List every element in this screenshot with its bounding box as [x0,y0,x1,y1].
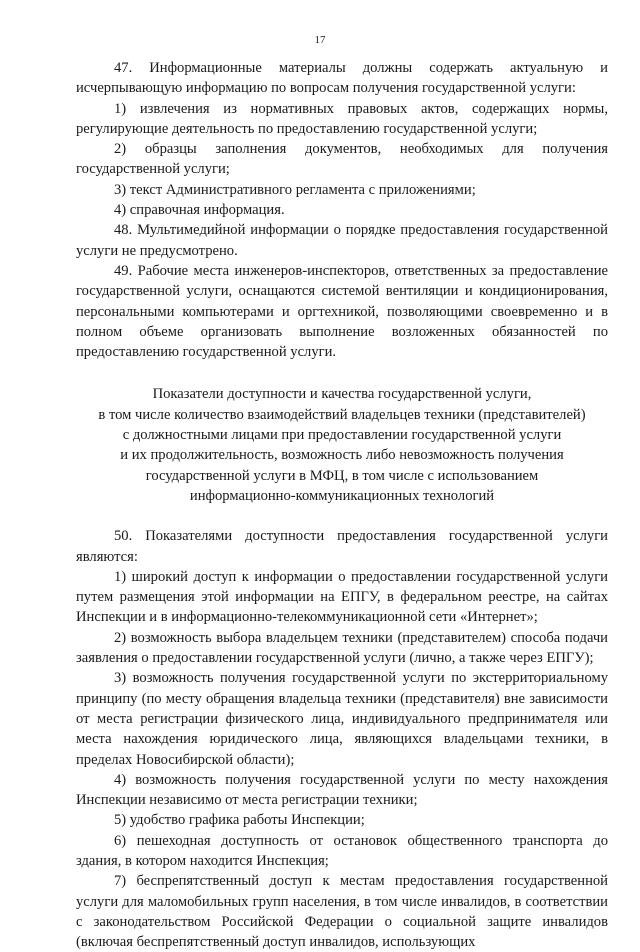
paragraph-50-item-4: 4) возможность получения государственной услуги по месту нахождения Инспекции независимо от места регистрации техники; [76,771,608,809]
heading-line: с должностными лицами при предоставлении государственной услуги [122,427,562,444]
paragraph-49: 49. Рабочие места инженеров-инспекторов, ответственных за предоставление государственной услуги, оснащаются системой вентиляции и кондиционирования, персональными компьютерами и оргтехникой, позволяющими своевременно и в полном объеме организовать выполнение возложенных обязанностей по предоставлению государственной услуги. [76,262,608,361]
section-heading [76,384,608,506]
paragraph-50-item-3: 3) возможность получения государственной услуги по экстерриториальному принципу (по месту обращения владельца техники (представителя) вне зависимости от места регистрации физического лица, индивидуального предпринимателя или места нахождения юридического лица, являющихся владельцами техники, в пределах Новосибирской области); [76,670,608,768]
document-body [76,58,608,952]
paragraph-47-item-3: 3) текст Административного регламента с приложениями; [114,181,476,198]
paragraph-47-item-4: 4) справочная информация. [114,202,285,219]
paragraph-47: 47. Информационные материалы должны содержать актуальную и исчерпывающую информацию по вопросам получения государственной услуги: [76,60,608,97]
heading-line: информационно-коммуникационных технологий [189,487,495,504]
paragraph-47-item-2: 2) образцы заполнения документов, необходимых для получения государственной услуги; [76,141,608,178]
heading-line: Показатели доступности и качества государственной услуги, [152,386,532,403]
heading-line: в том числе количество взаимодействий владельцев техники (представителей) [98,406,586,423]
paragraph-50-item-7: 7) беспрепятственный доступ к местам предоставления государственной услуги для маломобильных групп населения, в том числе инвалидов, в соответствии с законодательством Российской Федерации о социальной защите инвалидов (включая беспрепятственный доступ инвалидов, использующих [76,873,608,951]
paragraph-48: 48. Мультимедийной информации о порядке предоставления государственной услуги не предусмотрено. [76,222,608,259]
heading-line: государственной услуги в МФЦ, в том числе с использованием [145,467,539,484]
heading-line: и их продолжительность, возможность либо невозможность получения [120,447,564,464]
paragraph-50-item-6: 6) пешеходная доступность от остановок общественного транспорта до здания, в котором находится Инспекция; [76,832,608,869]
page-number: 17 [314,34,326,46]
paragraph-47-item-1: 1) извлечения из нормативных правовых актов, содержащих нормы, регулирующие деятельность по предоставлению государственной услуги; [76,100,608,137]
paragraph-50-item-2: 2) возможность выбора владельцем техники (представителем) способа подачи заявления о предоставлении государственной услуги (лично, а также через ЕПГУ); [76,629,608,667]
paragraph-50-item-5: 5) удобство графика работы Инспекции; [114,812,365,829]
paragraph-50-item-1: 1) широкий доступ к информации о предоставлении государственной услуги путем размещения этой информации на ЕПГУ, в федеральном реестре, на сайтах Инспекции и в информационно-телекоммуникационной сети «Интернет»; [76,568,608,626]
paragraph-50: 50. Показателями доступности предоставления государственной услуги являются: [76,528,608,565]
